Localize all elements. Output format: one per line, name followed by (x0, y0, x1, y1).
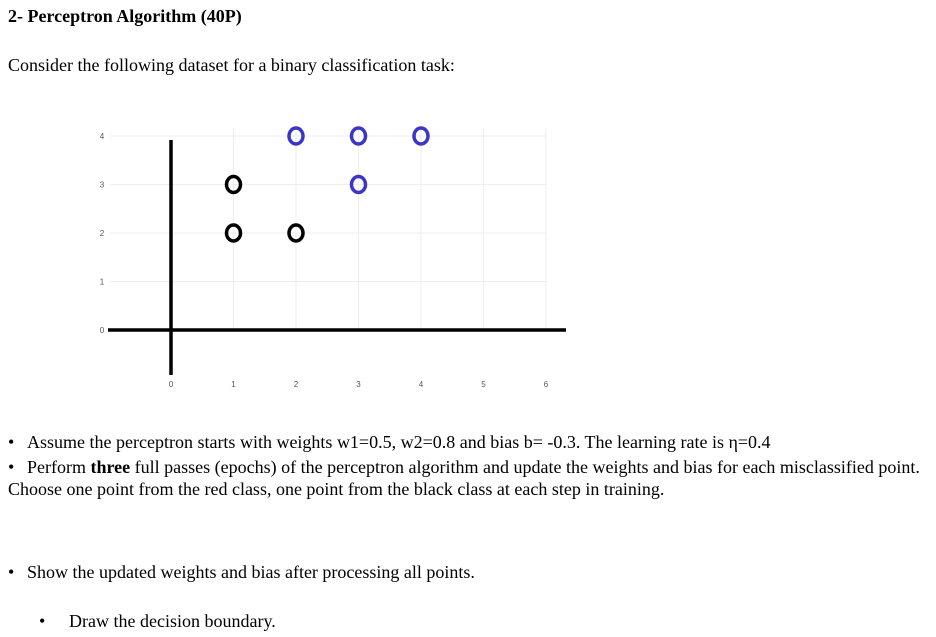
bullet-marker: • (8, 432, 15, 452)
x-tick-label: 4 (418, 380, 424, 389)
y-tick-label: 2 (99, 229, 105, 238)
bullet-draw-boundary-text: Draw the decision boundary. (69, 611, 276, 631)
bullet-marker: • (8, 457, 15, 477)
bullet-marker: • (39, 611, 46, 631)
x-tick-label: 1 (231, 380, 236, 389)
bullet-perform-pre: Perform (27, 457, 91, 477)
bullet-perform-bold: three (90, 457, 131, 477)
bullet-assumption (8, 431, 771, 453)
section-heading: 2- Perceptron Algorithm (40P) (8, 6, 242, 26)
y-tick-label: 3 (99, 180, 105, 190)
x-tick-label: 0 (168, 380, 174, 389)
scatter-plot (80, 125, 580, 400)
x-tick-label: 2 (293, 380, 299, 389)
y-tick-label: 4 (99, 132, 105, 141)
x-tick-label: 5 (481, 380, 486, 389)
bullet-perform-post: full passes (epochs) of the perceptron algorithm and update the weights and bias for each misclassified point. Choose one point from the red class, one point from the black class at each step in training. (8, 457, 920, 499)
bullet-perform (8, 456, 933, 500)
x-tick-label: 3 (356, 380, 361, 389)
bullet-show-weights (8, 561, 475, 583)
bullet-draw-boundary (39, 610, 276, 632)
bullet-assumption-text: Assume the perceptron starts with weights w1=0.5, w2=0.8 and bias b= -0.3. The learning rate is η=0.4 (27, 432, 771, 452)
bullet-show-weights-text: Show the updated weights and bias after processing all points. (27, 562, 475, 582)
x-tick-label: 6 (543, 380, 549, 389)
intro-text: Consider the following dataset for a binary classification task: (8, 55, 455, 75)
bullet-marker: • (8, 562, 15, 582)
y-tick-label: 0 (99, 326, 105, 335)
scatter-plot-svg (80, 125, 580, 400)
y-tick-label: 1 (99, 277, 105, 287)
